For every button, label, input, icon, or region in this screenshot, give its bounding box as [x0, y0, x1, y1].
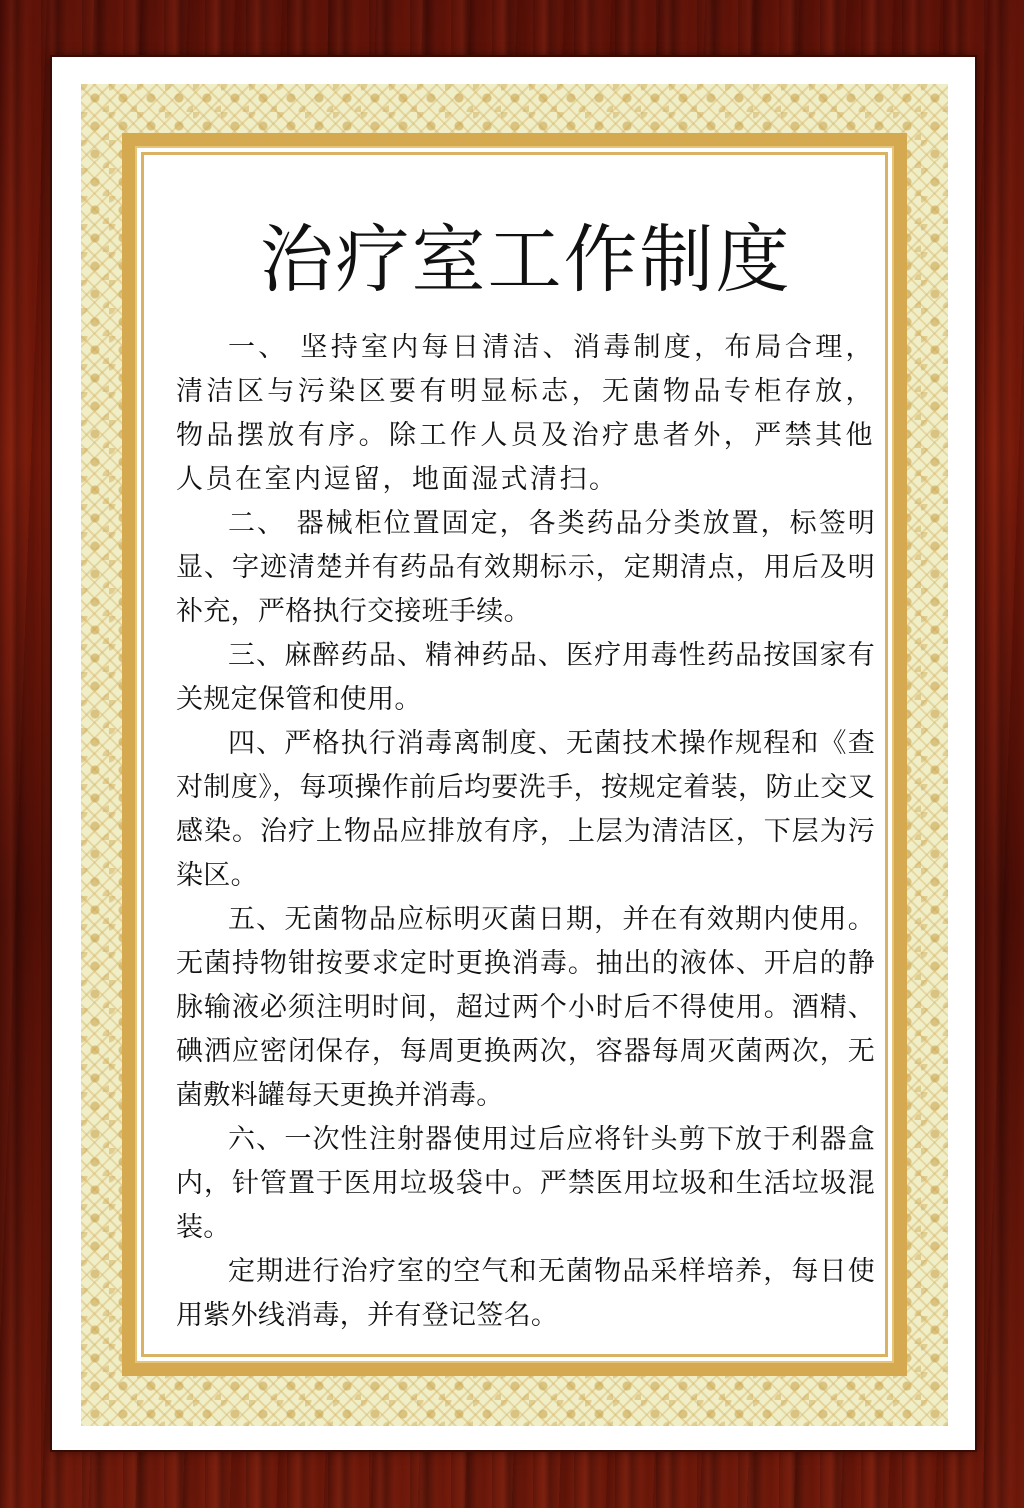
document-content — [176, 210, 875, 1338]
gold-frame — [122, 133, 907, 1376]
rule-paragraph-7: 定期进行治疗室的空气和无菌物品采样培养，每日使用紫外线消毒，并有登记签名。 — [176, 1256, 875, 1331]
page-title: 治疗室工作制度 — [259, 217, 792, 303]
rule-paragraph-4: 四、严格执行消毒离制度、无菌技术操作规程和《查对制度》，每项操作前后均要洗手，按规定着装，防止交叉感染。治疗上物品应排放有序，上层为清洁区，下层为污染区。 — [176, 728, 875, 891]
rule-paragraph-3: 三、麻醉药品、精神药品、医疗用毒性药品按国家有关规定保管和使用。 — [176, 640, 875, 715]
rule-paragraph-1: 一、 坚持室内每日清洁、消毒制度，布局合理，清洁区与污染区要有明显标志，无菌物品专柜存放，物品摆放有序。除工作人员及治疗患者外，严禁其他人员在室内逗留，地面湿式清扫。 — [176, 332, 875, 495]
rule-paragraph-2: 二、 器械柜位置固定，各类药品分类放置，标签明显、字迹清楚并有药品有效期标示，定期清点，用后及明补充，严格执行交接班手续。 — [176, 508, 875, 627]
rule-paragraph-6: 六、一次性注射器使用过后应将针头剪下放于利器盒内，针管置于医用垃圾袋中。严禁医用垃圾和生活垃圾混装。 — [176, 1124, 875, 1243]
rule-paragraph-5: 五、无菌物品应标明灭菌日期，并在有效期内使用。无菌持物钳按要求定时更换消毒。抽出的液体、开启的静脉输液必须注明时间，超过两个小时后不得使用。酒精、碘洒应密闭保存，每周更换两次，容器每周灭菌两次，无菌敷料罐每天更换并消毒。 — [176, 904, 875, 1111]
